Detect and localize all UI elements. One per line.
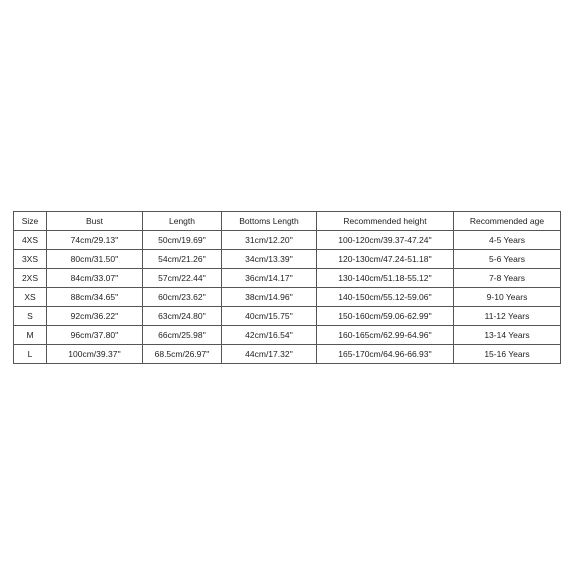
cell-bust: 80cm/31.50'' — [47, 250, 143, 269]
cell-recommended-age: 13-14 Years — [454, 326, 561, 345]
cell-recommended-height: 120-130cm/47.24-51.18'' — [317, 250, 454, 269]
cell-bottoms-length: 44cm/17.32'' — [222, 345, 317, 364]
header-bust: Bust — [47, 212, 143, 231]
cell-bottoms-length: 42cm/16.54'' — [222, 326, 317, 345]
table-row — [14, 288, 561, 307]
size-chart-table — [13, 211, 561, 364]
cell-bottoms-length: 34cm/13.39'' — [222, 250, 317, 269]
cell-length: 54cm/21.26'' — [143, 250, 222, 269]
header-size: Size — [14, 212, 47, 231]
cell-size: XS — [14, 288, 47, 307]
table-row — [14, 307, 561, 326]
cell-bust: 92cm/36.22'' — [47, 307, 143, 326]
table-row — [14, 269, 561, 288]
table-row — [14, 326, 561, 345]
cell-length: 60cm/23.62'' — [143, 288, 222, 307]
cell-size: 2XS — [14, 269, 47, 288]
cell-recommended-height: 165-170cm/64.96-66.93'' — [317, 345, 454, 364]
cell-size: L — [14, 345, 47, 364]
cell-bottoms-length: 40cm/15.75'' — [222, 307, 317, 326]
table-header-row — [14, 212, 561, 231]
cell-length: 57cm/22.44'' — [143, 269, 222, 288]
cell-bust: 100cm/39.37'' — [47, 345, 143, 364]
cell-bust: 88cm/34.65'' — [47, 288, 143, 307]
cell-size: S — [14, 307, 47, 326]
cell-recommended-age: 11-12 Years — [454, 307, 561, 326]
cell-size: 3XS — [14, 250, 47, 269]
cell-length: 66cm/25.98'' — [143, 326, 222, 345]
table-row — [14, 250, 561, 269]
header-length: Length — [143, 212, 222, 231]
cell-length: 68.5cm/26.97'' — [143, 345, 222, 364]
header-bottoms-length: Bottoms Length — [222, 212, 317, 231]
cell-recommended-height: 140-150cm/55.12-59.06'' — [317, 288, 454, 307]
cell-bottoms-length: 36cm/14.17'' — [222, 269, 317, 288]
cell-length: 63cm/24.80'' — [143, 307, 222, 326]
header-recommended-age: Recommended age — [454, 212, 561, 231]
cell-bottoms-length: 31cm/12.20'' — [222, 231, 317, 250]
cell-recommended-age: 9-10 Years — [454, 288, 561, 307]
cell-size: 4XS — [14, 231, 47, 250]
cell-recommended-height: 100-120cm/39.37-47.24'' — [317, 231, 454, 250]
table-row — [14, 231, 561, 250]
header-recommended-height: Recommended height — [317, 212, 454, 231]
cell-recommended-height: 150-160cm/59.06-62.99'' — [317, 307, 454, 326]
cell-bust: 84cm/33.07'' — [47, 269, 143, 288]
cell-length: 50cm/19.69'' — [143, 231, 222, 250]
cell-bust: 96cm/37.80'' — [47, 326, 143, 345]
cell-recommended-age: 4-5 Years — [454, 231, 561, 250]
cell-recommended-age: 5-6 Years — [454, 250, 561, 269]
cell-recommended-age: 15-16 Years — [454, 345, 561, 364]
cell-bust: 74cm/29.13'' — [47, 231, 143, 250]
cell-bottoms-length: 38cm/14.96'' — [222, 288, 317, 307]
table-row — [14, 345, 561, 364]
cell-size: M — [14, 326, 47, 345]
cell-recommended-height: 160-165cm/62.99-64.96'' — [317, 326, 454, 345]
cell-recommended-age: 7-8 Years — [454, 269, 561, 288]
cell-recommended-height: 130-140cm/51.18-55.12'' — [317, 269, 454, 288]
